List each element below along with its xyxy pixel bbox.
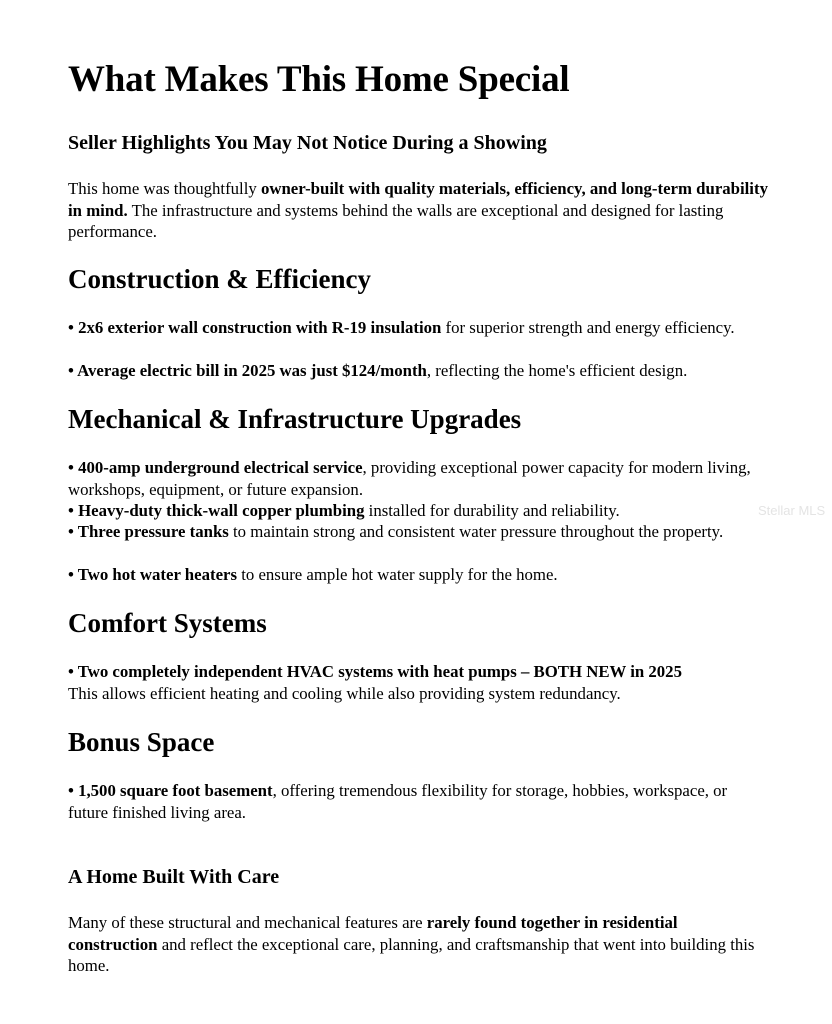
bullet-bold: • 400-amp underground electrical service bbox=[68, 458, 363, 477]
mechanical-item-2 bbox=[68, 500, 768, 522]
intro-text-pre: This home was thoughtfully bbox=[68, 179, 261, 198]
closing-heading: A Home Built With Care bbox=[68, 866, 280, 888]
construction-item-1 bbox=[68, 317, 768, 339]
bullet-text: , providing exceptional power capacity for modern living, workshops, equipment, or future expansion. bbox=[68, 458, 751, 499]
bonus-item-1 bbox=[68, 780, 768, 823]
construction-item-2 bbox=[68, 360, 768, 382]
page-subtitle: Seller Highlights You May Not Notice During a Showing bbox=[68, 132, 547, 154]
bullet-text: , offering tremendous flexibility for storage, hobbies, workspace, or future finished living area. bbox=[68, 781, 728, 822]
page-title: What Makes This Home Special bbox=[68, 59, 570, 100]
comfort-note: This allows efficient heating and cooling while also providing system redundancy. bbox=[68, 684, 621, 703]
closing-text-post: and reflect the exceptional care, planning, and craftsmanship that went into building this home. bbox=[68, 934, 755, 975]
bullet-text: installed for durability and reliability. bbox=[364, 501, 620, 520]
bullet-bold: • Two completely independent HVAC systems with heat pumps – BOTH NEW in 2025 bbox=[68, 662, 682, 681]
section-heading-bonus: Bonus Space bbox=[68, 727, 215, 757]
bullet-bold: • 1,500 square foot basement bbox=[68, 781, 273, 800]
watermark-logo: Stellar MLS bbox=[758, 503, 826, 518]
bullet-bold: • Two hot water heaters bbox=[68, 565, 237, 584]
closing-text-pre: Many of these structural and mechanical features are bbox=[68, 913, 427, 932]
mechanical-item-1 bbox=[68, 457, 768, 500]
intro-text-post: The infrastructure and systems behind the walls are exceptional and designed for lasting performance. bbox=[68, 200, 724, 241]
bullet-text: to ensure ample hot water supply for the home. bbox=[237, 565, 558, 584]
mechanical-item-3 bbox=[68, 521, 768, 543]
bullet-text: , reflecting the home's efficient design. bbox=[426, 361, 688, 380]
bullet-bold: • 2x6 exterior wall construction with R-19 insulation bbox=[68, 318, 442, 337]
bullet-text: to maintain strong and consistent water pressure throughout the property. bbox=[228, 522, 724, 541]
intro-text-bold: owner-built with quality materials, efficiency, and long-term durability in mind. bbox=[68, 179, 768, 220]
section-heading-mechanical: Mechanical & Infrastructure Upgrades bbox=[68, 404, 522, 434]
section-heading-comfort: Comfort Systems bbox=[68, 608, 267, 638]
intro-paragraph bbox=[68, 178, 768, 243]
bullet-text: for superior strength and energy efficiency. bbox=[441, 318, 735, 337]
comfort-item-1 bbox=[68, 661, 768, 683]
mechanical-item-4 bbox=[68, 564, 768, 586]
bullet-bold: • Heavy-duty thick-wall copper plumbing bbox=[68, 501, 365, 520]
closing-paragraph bbox=[68, 912, 768, 977]
bullet-bold: • Three pressure tanks bbox=[68, 522, 229, 541]
closing-text-bold: rarely found together in residential construction bbox=[68, 913, 678, 954]
section-heading-construction: Construction & Efficiency bbox=[68, 264, 371, 294]
bullet-bold: • Average electric bill in 2025 was just $124/month bbox=[68, 361, 427, 380]
